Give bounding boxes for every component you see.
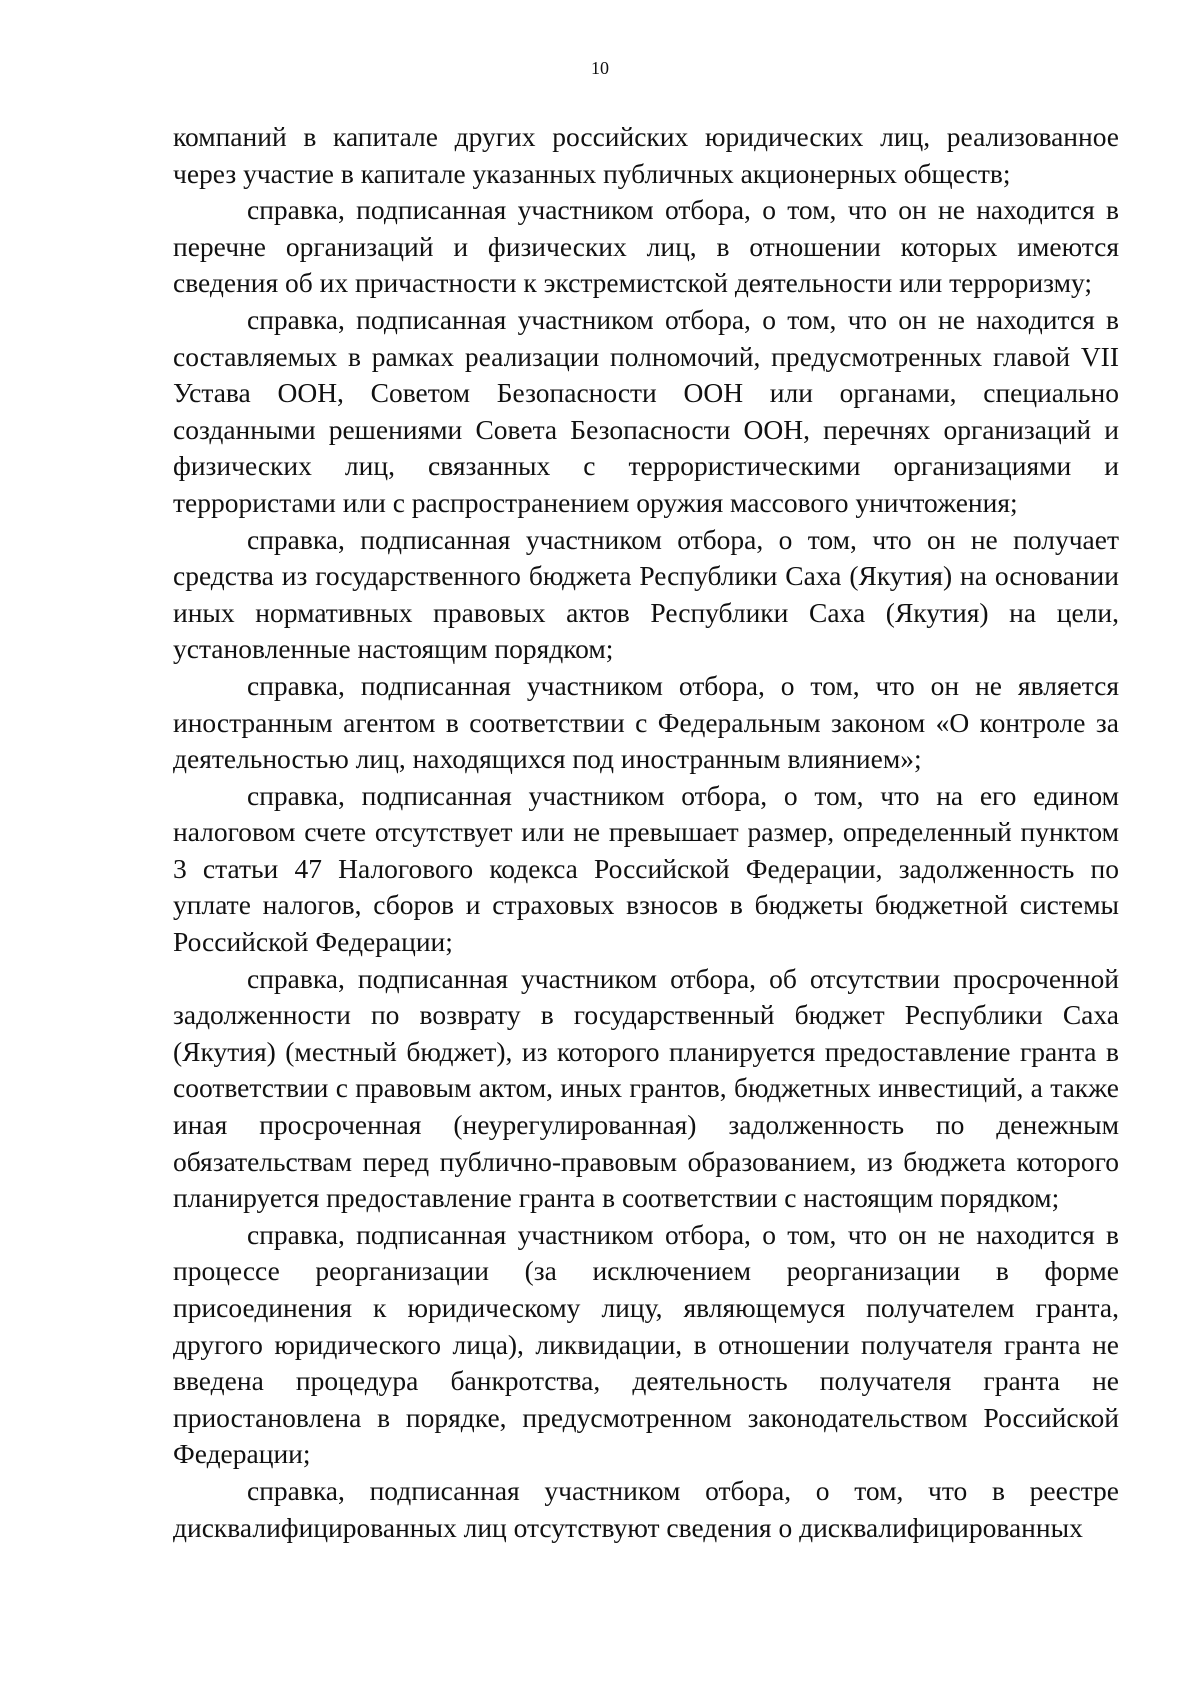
paragraph-no-budget-funds: справка, подписанная участником отбора, о том, что он не получает средства из государственного бюджета Республики Саха (Якутия) на основании иных нормативных правовых актов Республики Саха (Якутия) на цели, установленные настоящим порядком; [173, 523, 1119, 665]
paragraph-disqualified-persons-registry: справка, подписанная участником отбора, о том, что в реестре дисквалифицированных лиц отсутствуют сведения о дисквалифицированных [173, 1474, 1119, 1543]
paragraph-un-security-council-lists: справка, подписанная участником отбора, о том, что он не находится в составляемых в рамках реализации полномочий, предусмотренных главой VII Устава ООН, Советом Безопасности ООН или органами, специально созданными решениями Совета Безопасности ООН, перечнях организаций и физических лиц, связанных с террористическими организациями и террористами или с распространением оружия массового уничтожения; [173, 303, 1119, 518]
paragraph-no-reorganization: справка, подписанная участником отбора, о том, что он не находится в процессе реорганизации (за исключением реорганизации в форме присоединения к юридическому лицу, являющемуся получателем гранта, другого юридического лица), ликвидации, в отношении получателя гранта не введена процедура банкротства, деятельность получателя гранта не приостановлена в порядке, предусмотренном законодательством Российской Федерации; [173, 1218, 1119, 1470]
document-body [173, 119, 1119, 1546]
paragraph-extremism-list: справка, подписанная участником отбора, о том, что он не находится в перечне организаций и физических лиц, в отношении которых имеются сведения об их причастности к экстремистской деятельности или терроризму; [173, 194, 1119, 299]
paragraph-not-foreign-agent: справка, подписанная участником отбора, о том, что он не является иностранным агентом в соответствии с Федеральным законом «О контроле за деятельностью лиц, находящихся под иностранным влиянием»; [173, 669, 1119, 775]
paragraph-tax-account-debt: справка, подписанная участником отбора, о том, что на его едином налоговом счете отсутствует или не превышает размер, определенный пунктом 3 статьи 47 Налогового кодекса Российской Федерации, задолженность по уплате налогов, сборов и страховых взносов в бюджеты бюджетной системы Российской Федерации; [173, 779, 1119, 958]
page-number: 10 [591, 58, 609, 78]
paragraph-no-overdue-debt: справка, подписанная участником отбора, об отсутствии просроченной задолженности по возврату в государственный бюджет Республики Саха (Якутия) (местный бюджет), из которого планируется предоставление гранта в соответствии с правовым актом, иных грантов, бюджетных инвестиций, а также иная просроченная (неурегулированная) задолженность по денежным обязательствам перед публично-правовым образованием, из бюджета которого планируется предоставление гранта в соответствии с настоящим порядком; [173, 962, 1119, 1214]
paragraph-continued: компаний в капитале других российских юридических лиц, реализованное через участие в капитале указанных публичных акционерных обществ; [173, 121, 1119, 189]
